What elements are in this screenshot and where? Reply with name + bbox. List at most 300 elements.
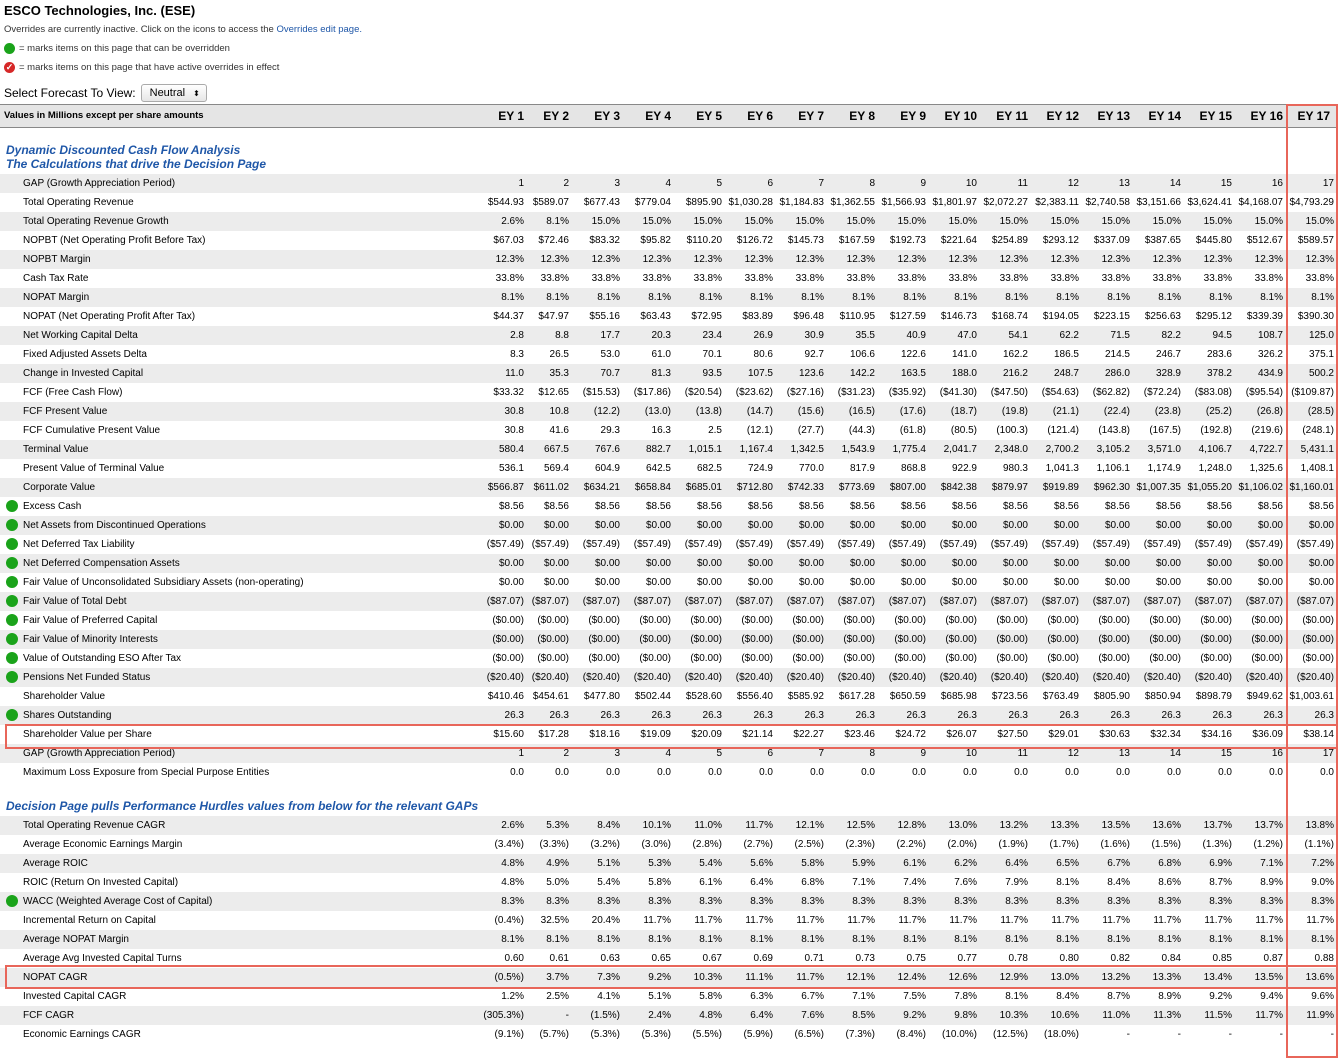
cell-ey11: $168.74 xyxy=(991,311,1028,322)
cell-ey4: 4 xyxy=(665,178,671,189)
cell-ey8: 33.8% xyxy=(846,273,875,284)
cell-ey16: (1.2%) xyxy=(1253,839,1283,850)
cell-ey11: ($20.40) xyxy=(990,672,1028,683)
override-dot-icon[interactable] xyxy=(6,633,18,645)
row-label: NOPBT Margin xyxy=(23,254,91,265)
section-title-1: Dynamic Discounted Cash Flow Analysis xyxy=(6,143,241,157)
cell-ey17: ($87.07) xyxy=(1296,596,1334,607)
cell-ey8: 7.1% xyxy=(852,877,875,888)
cell-ey10: 0.77 xyxy=(957,953,977,964)
cell-ey3: 8.4% xyxy=(597,820,620,831)
cell-ey1: $8.56 xyxy=(498,501,524,512)
cell-ey9: 11.7% xyxy=(898,915,926,926)
cell-ey16: 8.9% xyxy=(1260,877,1283,888)
cell-ey5: 10.3% xyxy=(693,972,722,983)
cell-ey5: ($20.54) xyxy=(684,387,722,398)
cell-ey12: $919.89 xyxy=(1042,482,1079,493)
cell-ey4: ($17.86) xyxy=(633,387,671,398)
cell-ey1: $44.37 xyxy=(493,311,524,322)
cell-ey10: $1,801.97 xyxy=(932,197,977,208)
cell-ey16: $512.67 xyxy=(1246,235,1283,246)
cell-ey8: 12.5% xyxy=(846,820,875,831)
cell-ey2: 5.0% xyxy=(546,877,569,888)
cell-ey3: 3 xyxy=(614,748,620,759)
table-row xyxy=(0,478,1338,497)
cell-ey13: 1,106.1 xyxy=(1096,463,1130,474)
cell-ey1: ($0.00) xyxy=(492,615,524,626)
cell-ey17: 8.1% xyxy=(1311,934,1334,945)
red-check-icon: ✓ xyxy=(5,62,14,72)
cell-ey9: ($35.92) xyxy=(888,387,926,398)
cell-ey3: ($87.07) xyxy=(582,596,620,607)
forecast-select[interactable] xyxy=(141,84,207,102)
cell-ey13: 11.7% xyxy=(1102,915,1130,926)
cell-ey15: 8.1% xyxy=(1209,292,1232,303)
cell-ey9: 33.8% xyxy=(897,273,926,284)
cell-ey9: 6.1% xyxy=(903,858,926,869)
cell-ey11: 8.1% xyxy=(1005,991,1028,1002)
row-label: Average NOPAT Margin xyxy=(23,934,129,945)
cell-ey13: 12.3% xyxy=(1101,254,1130,265)
cell-ey16: $1,106.02 xyxy=(1238,482,1283,493)
row-label: Fixed Adjusted Assets Delta xyxy=(23,349,147,360)
cell-ey15: $0.00 xyxy=(1206,520,1232,531)
cell-ey5: ($87.07) xyxy=(684,596,722,607)
override-dot-icon[interactable] xyxy=(6,576,18,588)
cell-ey17: 13.6% xyxy=(1305,972,1334,983)
cell-ey3: 767.6 xyxy=(594,444,620,455)
cell-ey6: 8.1% xyxy=(750,292,773,303)
cell-ey12: ($0.00) xyxy=(1047,634,1079,645)
cell-ey4: $0.00 xyxy=(645,577,671,588)
cell-ey7: 15.0% xyxy=(795,216,824,227)
cell-ey2: 2.5% xyxy=(546,991,569,1002)
row-label: Pensions Net Funded Status xyxy=(23,672,151,683)
cell-ey5: 2.5 xyxy=(708,425,722,436)
cell-ey6: 0.0 xyxy=(759,767,773,778)
cell-ey13: $962.30 xyxy=(1093,482,1130,493)
cell-ey15: $898.79 xyxy=(1195,691,1232,702)
cell-ey17: 7.2% xyxy=(1311,858,1334,869)
cell-ey3: 5.1% xyxy=(597,858,620,869)
cell-ey7: 11.7% xyxy=(796,915,824,926)
table-row xyxy=(0,554,1338,573)
cell-ey7: 8.1% xyxy=(801,934,824,945)
cell-ey1: 8.1% xyxy=(501,292,524,303)
override-dot-icon[interactable] xyxy=(6,500,18,512)
cell-ey16: 16 xyxy=(1271,178,1283,189)
cell-ey15: ($0.00) xyxy=(1200,634,1232,645)
cell-ey13: $30.63 xyxy=(1099,729,1130,740)
cell-ey7: 6.8% xyxy=(801,877,824,888)
cell-ey8: ($0.00) xyxy=(843,615,875,626)
override-dot-icon[interactable] xyxy=(6,709,18,721)
cell-ey15: ($87.07) xyxy=(1194,596,1232,607)
row-label: Average Avg Invested Capital Turns xyxy=(23,953,182,964)
cell-ey9: $1,566.93 xyxy=(881,197,926,208)
cell-ey3: ($0.00) xyxy=(588,634,620,645)
legend-overridable-text: = marks items on this page that can be overridden xyxy=(19,43,230,54)
cell-ey12: 8.1% xyxy=(1056,292,1079,303)
cell-ey17: ($20.40) xyxy=(1296,672,1334,683)
cell-ey12: 6.5% xyxy=(1056,858,1079,869)
cell-ey9: 12.8% xyxy=(897,820,926,831)
legend-active-overrides-text: = marks items on this page that have active overrides in effect xyxy=(19,62,280,73)
cell-ey17: 11.9% xyxy=(1306,1010,1334,1021)
table-row xyxy=(0,383,1338,402)
cell-ey15: 8.3% xyxy=(1209,896,1232,907)
row-label: WACC (Weighted Average Cost of Capital) xyxy=(23,896,213,907)
cell-ey6: $0.00 xyxy=(747,558,773,569)
row-label: Average Economic Earnings Margin xyxy=(23,839,183,850)
cell-ey7: 26.3 xyxy=(804,710,824,721)
cell-ey14: $850.94 xyxy=(1144,691,1181,702)
overrides-edit-link[interactable]: Overrides edit page. xyxy=(276,24,362,35)
cell-ey10: 7.8% xyxy=(954,991,977,1002)
cell-ey9: $0.00 xyxy=(900,577,926,588)
cell-ey5: 8.1% xyxy=(699,934,722,945)
cell-ey15: 94.5 xyxy=(1212,330,1232,341)
cell-ey8: ($20.40) xyxy=(837,672,875,683)
cell-ey4: $0.00 xyxy=(645,558,671,569)
cell-ey7: 92.7 xyxy=(804,349,824,360)
override-dot-icon[interactable] xyxy=(6,519,18,531)
cell-ey4: 5.3% xyxy=(648,858,671,869)
cell-ey4: 61.0 xyxy=(651,349,671,360)
cell-ey12: 12.3% xyxy=(1050,254,1079,265)
cell-ey10: 141.0 xyxy=(951,349,977,360)
cell-ey15: 15 xyxy=(1220,748,1232,759)
cell-ey17: ($109.87) xyxy=(1291,387,1334,398)
cell-ey11: 12.9% xyxy=(999,972,1028,983)
cell-ey7: ($0.00) xyxy=(792,615,824,626)
cell-ey3: ($0.00) xyxy=(588,615,620,626)
cell-ey11: 11 xyxy=(1017,178,1028,189)
cell-ey10: 188.0 xyxy=(951,368,977,379)
cell-ey11: (1.9%) xyxy=(998,839,1028,850)
cell-ey9: 1,775.4 xyxy=(892,444,926,455)
cell-ey11: 7.9% xyxy=(1005,877,1028,888)
cell-ey11: 11.7% xyxy=(1000,915,1028,926)
cell-ey13: 26.3 xyxy=(1110,710,1130,721)
cell-ey3: 4.1% xyxy=(597,991,620,1002)
row-label: Invested Capital CAGR xyxy=(23,991,127,1002)
cell-ey15: $0.00 xyxy=(1206,577,1232,588)
cell-ey15: (1.3%) xyxy=(1202,839,1232,850)
cell-ey2: 667.5 xyxy=(543,444,569,455)
row-label: Average ROIC xyxy=(23,858,88,869)
cell-ey10: 922.9 xyxy=(951,463,977,474)
cell-ey11: 13.2% xyxy=(999,820,1028,831)
cell-ey2: (3.3%) xyxy=(539,839,569,850)
cell-ey6: $126.72 xyxy=(736,235,773,246)
cell-ey13: 214.5 xyxy=(1104,349,1130,360)
legend-active-overrides xyxy=(4,62,279,73)
cell-ey15: 378.2 xyxy=(1206,368,1232,379)
row-label: Net Deferred Compensation Assets xyxy=(23,558,180,569)
cell-ey4: $8.56 xyxy=(645,501,671,512)
cell-ey3: ($20.40) xyxy=(582,672,620,683)
column-header-ey10: EY 10 xyxy=(944,109,977,123)
cell-ey15: 12.3% xyxy=(1203,254,1232,265)
cell-ey10: (2.0%) xyxy=(947,839,977,850)
cell-ey1: 0.0 xyxy=(510,767,524,778)
cell-ey1: $0.00 xyxy=(498,558,524,569)
row-label: Fair Value of Minority Interests xyxy=(23,634,158,645)
cell-ey4: ($20.40) xyxy=(633,672,671,683)
cell-ey6: ($0.00) xyxy=(741,634,773,645)
cell-ey5: ($0.00) xyxy=(690,615,722,626)
cell-ey12: 2,700.2 xyxy=(1045,444,1079,455)
cell-ey14: $3,151.66 xyxy=(1136,197,1181,208)
cell-ey13: $0.00 xyxy=(1104,577,1130,588)
cell-ey16: ($20.40) xyxy=(1245,672,1283,683)
cell-ey12: ($54.63) xyxy=(1041,387,1079,398)
cell-ey10: $0.00 xyxy=(951,520,977,531)
cell-ey11: 8.1% xyxy=(1005,934,1028,945)
cell-ey11: 6.4% xyxy=(1005,858,1028,869)
cell-ey3: 12.3% xyxy=(591,254,620,265)
cell-ey12: 13.0% xyxy=(1050,972,1079,983)
cell-ey3: $83.32 xyxy=(589,235,620,246)
cell-ey5: $895.90 xyxy=(685,197,722,208)
cell-ey13: $805.90 xyxy=(1093,691,1130,702)
cell-ey16: 15.0% xyxy=(1254,216,1283,227)
cell-ey4: 4 xyxy=(665,748,671,759)
cell-ey8: ($0.00) xyxy=(843,653,875,664)
cell-ey16: 108.7 xyxy=(1257,330,1283,341)
cell-ey5: ($0.00) xyxy=(690,653,722,664)
cell-ey9: $192.73 xyxy=(889,235,926,246)
cell-ey8: 8.1% xyxy=(852,292,875,303)
cell-ey1: ($20.40) xyxy=(486,672,524,683)
cell-ey11: ($0.00) xyxy=(996,615,1028,626)
cell-ey3: 0.0 xyxy=(606,767,620,778)
cell-ey8: (7.3%) xyxy=(845,1029,875,1040)
cell-ey5: $8.56 xyxy=(696,501,722,512)
cell-ey14: 12.3% xyxy=(1152,254,1181,265)
cell-ey6: $0.00 xyxy=(747,577,773,588)
row-label: Cash Tax Rate xyxy=(23,273,89,284)
cell-ey2: $589.07 xyxy=(532,197,569,208)
table-row xyxy=(0,911,1338,930)
cell-ey8: $773.69 xyxy=(838,482,875,493)
cell-ey17: 9.0% xyxy=(1311,877,1334,888)
cell-ey14: $32.34 xyxy=(1150,729,1181,740)
cell-ey15: 1,248.0 xyxy=(1198,463,1232,474)
cell-ey12: (121.4) xyxy=(1047,425,1079,436)
cell-ey10: 11.7% xyxy=(949,915,977,926)
cell-ey10: 12.6% xyxy=(948,972,977,983)
cell-ey16: 13.5% xyxy=(1254,972,1283,983)
cell-ey9: 9 xyxy=(920,178,926,189)
cell-ey1: 8.3% xyxy=(501,896,524,907)
cell-ey13: $223.15 xyxy=(1093,311,1130,322)
table-row xyxy=(0,873,1338,892)
cell-ey14: (23.8) xyxy=(1154,406,1181,417)
cell-ey9: 7.5% xyxy=(903,991,926,1002)
cell-ey9: $0.00 xyxy=(900,520,926,531)
cell-ey8: $1,362.55 xyxy=(830,197,875,208)
cell-ey16: ($87.07) xyxy=(1245,596,1283,607)
cell-ey13: ($87.07) xyxy=(1092,596,1130,607)
cell-ey4: ($57.49) xyxy=(633,539,671,550)
cell-ey6: $0.00 xyxy=(747,520,773,531)
cell-ey2: 0.61 xyxy=(549,953,569,964)
override-dot-icon[interactable] xyxy=(6,595,18,607)
table-row xyxy=(0,668,1338,687)
table-row xyxy=(0,892,1338,911)
cell-ey8: $8.56 xyxy=(849,501,875,512)
row-label: Shareholder Value xyxy=(23,691,106,702)
cell-ey16: 326.2 xyxy=(1257,349,1283,360)
cell-ey6: ($20.40) xyxy=(735,672,773,683)
cell-ey15: 15 xyxy=(1220,178,1232,189)
cell-ey9: 26.3 xyxy=(906,710,926,721)
cell-ey17: ($0.00) xyxy=(1302,653,1334,664)
cell-ey15: 11.7% xyxy=(1204,915,1232,926)
override-dot-icon[interactable] xyxy=(6,557,18,569)
override-dot-icon[interactable] xyxy=(6,538,18,550)
override-dot-icon[interactable] xyxy=(6,671,18,683)
cell-ey12: 15.0% xyxy=(1050,216,1079,227)
cell-ey6: 724.9 xyxy=(747,463,773,474)
cell-ey5: $0.00 xyxy=(696,577,722,588)
row-label: Change in Invested Capital xyxy=(23,368,144,379)
cell-ey5: 5.8% xyxy=(699,991,722,1002)
cell-ey17: $1,003.61 xyxy=(1289,691,1334,702)
cell-ey10: ($41.30) xyxy=(939,387,977,398)
cell-ey14: $1,007.35 xyxy=(1136,482,1181,493)
cell-ey7: (15.6) xyxy=(797,406,824,417)
cell-ey7: $145.73 xyxy=(787,235,824,246)
cell-ey16: 16 xyxy=(1271,748,1283,759)
cell-ey5: $20.09 xyxy=(691,729,722,740)
cell-ey13: 13.2% xyxy=(1101,972,1130,983)
cell-ey8: (2.3%) xyxy=(845,839,875,850)
cell-ey3: 17.7 xyxy=(600,330,620,341)
table-row xyxy=(0,706,1338,725)
cell-ey2: $0.00 xyxy=(543,577,569,588)
cell-ey12: 0.80 xyxy=(1059,953,1079,964)
cell-ey14: 328.9 xyxy=(1155,368,1181,379)
cell-ey3: 5.4% xyxy=(597,877,620,888)
override-dot-icon[interactable] xyxy=(6,895,18,907)
cell-ey10: 8.1% xyxy=(954,934,977,945)
row-label: GAP (Growth Appreciation Period) xyxy=(23,178,176,189)
cell-ey14: ($72.24) xyxy=(1143,387,1181,398)
cell-ey12: 12 xyxy=(1067,178,1079,189)
cell-ey10: (10.0%) xyxy=(941,1029,977,1040)
cell-ey16: 11.7% xyxy=(1255,915,1283,926)
cell-ey4: 26.3 xyxy=(651,710,671,721)
column-header-ey7: EY 7 xyxy=(798,109,824,123)
forecast-select-value: Neutral xyxy=(149,87,186,99)
cell-ey2: 5.3% xyxy=(546,820,569,831)
cell-ey7: $0.00 xyxy=(798,558,824,569)
row-label: FCF Cumulative Present Value xyxy=(23,425,161,436)
override-dot-icon[interactable] xyxy=(6,614,18,626)
cell-ey4: $502.44 xyxy=(634,691,671,702)
row-label: Total Operating Revenue Growth xyxy=(23,216,169,227)
cell-ey8: 12.1% xyxy=(846,972,875,983)
cell-ey3: 0.63 xyxy=(600,953,620,964)
cell-ey11: ($47.50) xyxy=(990,387,1028,398)
cell-ey15: $34.16 xyxy=(1201,729,1232,740)
cell-ey13: 0.0 xyxy=(1116,767,1130,778)
cell-ey1: 12.3% xyxy=(495,254,524,265)
cell-ey1: (0.5%) xyxy=(494,972,524,983)
cell-ey13: ($62.82) xyxy=(1092,387,1130,398)
cell-ey17: 500.2 xyxy=(1308,368,1334,379)
cell-ey12: $194.05 xyxy=(1042,311,1079,322)
cell-ey13: (22.4) xyxy=(1103,406,1130,417)
cell-ey14: ($0.00) xyxy=(1149,634,1181,645)
cell-ey11: (12.5%) xyxy=(992,1029,1028,1040)
section-title-hurdles-1: Decision Page pulls Performance Hurdles values from below for the relevant GAPs xyxy=(6,799,479,813)
cell-ey9: ($87.07) xyxy=(888,596,926,607)
cell-ey7: 12.3% xyxy=(795,254,824,265)
cell-ey15: 13.4% xyxy=(1203,972,1232,983)
cell-ey16: $949.62 xyxy=(1246,691,1283,702)
override-dot-icon[interactable] xyxy=(6,652,18,664)
cell-ey7: ($87.07) xyxy=(786,596,824,607)
cell-ey4: $658.84 xyxy=(634,482,671,493)
cell-ey9: (61.8) xyxy=(899,425,926,436)
cell-ey8: 142.2 xyxy=(849,368,875,379)
cell-ey13: ($57.49) xyxy=(1092,539,1130,550)
cell-ey12: 13.3% xyxy=(1050,820,1079,831)
cell-ey13: 13 xyxy=(1118,178,1130,189)
cell-ey12: 12 xyxy=(1067,748,1079,759)
cell-ey2: - xyxy=(565,1010,569,1021)
cell-ey11: $723.56 xyxy=(991,691,1028,702)
table-row xyxy=(0,345,1338,364)
cell-ey2: 26.3 xyxy=(549,710,569,721)
cell-ey16: 4,722.7 xyxy=(1249,444,1283,455)
cell-ey10: 9.8% xyxy=(954,1010,977,1021)
cell-ey15: ($0.00) xyxy=(1200,653,1232,664)
cell-ey12: 8.1% xyxy=(1056,934,1079,945)
row-label: Present Value of Terminal Value xyxy=(23,463,165,474)
cell-ey15: 0.85 xyxy=(1212,953,1232,964)
cell-ey12: $2,383.11 xyxy=(1035,197,1079,208)
cell-ey11: $2,072.27 xyxy=(983,197,1028,208)
cell-ey10: 2,041.7 xyxy=(943,444,977,455)
cell-ey2: 2 xyxy=(563,748,569,759)
cell-ey4: 8.3% xyxy=(648,896,671,907)
cell-ey8: 8.1% xyxy=(852,934,875,945)
cell-ey9: 9.2% xyxy=(903,1010,926,1021)
cell-ey5: (2.8%) xyxy=(692,839,722,850)
table-row xyxy=(0,816,1338,835)
cell-ey9: 7.4% xyxy=(903,877,926,888)
table-row xyxy=(0,930,1338,949)
cell-ey10: 47.0 xyxy=(957,330,977,341)
cell-ey7: (2.5%) xyxy=(794,839,824,850)
cell-ey7: $0.00 xyxy=(798,520,824,531)
cell-ey7: $0.00 xyxy=(798,577,824,588)
cell-ey4: 5.1% xyxy=(648,991,671,1002)
cell-ey4: (5.3%) xyxy=(641,1029,671,1040)
cell-ey1: 2.8 xyxy=(510,330,524,341)
cell-ey14: 6.8% xyxy=(1158,858,1181,869)
cell-ey3: ($15.53) xyxy=(582,387,620,398)
cell-ey6: 11.7% xyxy=(745,915,773,926)
cell-ey8: $0.00 xyxy=(849,520,875,531)
cell-ey7: $742.33 xyxy=(787,482,824,493)
cell-ey17: 26.3 xyxy=(1314,710,1334,721)
